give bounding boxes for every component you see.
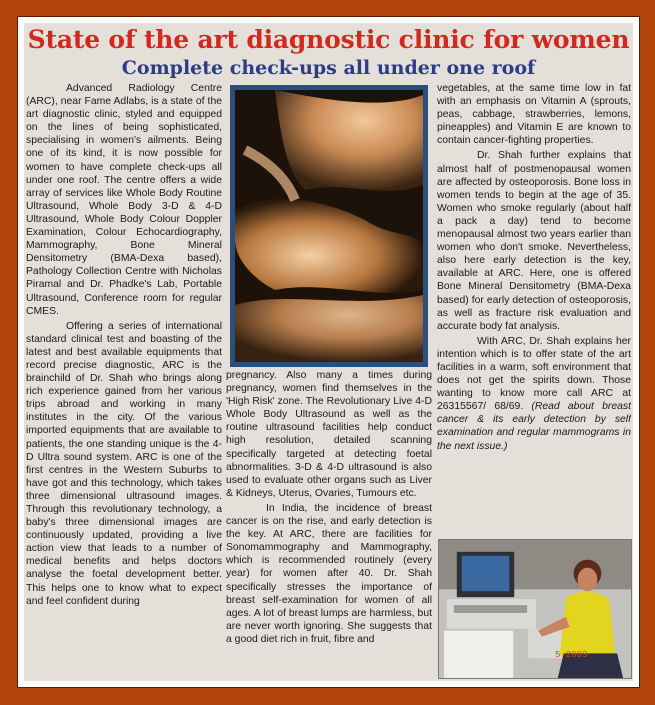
paragraph: In India, the incidence of breast cancer is on the rise, and early detection is the key. At ARC, there are facilities for Sonomammography and Mammography, which is recommended routinely (every year) for women after 40. Dr. Shah specifically stresses the importance of breast self-examination for women of all ages. A lot of breast lumps are harmless, but are never worth ignoring. She suggests that a good diet rich in fruit, fibre and <box>226 502 432 645</box>
paragraph <box>437 335 631 453</box>
clinic-photo <box>438 539 632 679</box>
paragraph-text: With ARC, Dr. Shah explains her intention which is to offer state of the art facilities in a warm, soft environment that does not get the spirits down. Those wanting to know more call ARC at 26315567/ 68/69. <box>437 335 631 413</box>
page-frame <box>17 16 640 688</box>
article-column-1 <box>26 82 222 679</box>
paragraph: Offering a series of international standard clinical test and boasting of the latest and best available equipments that record precise diagnostic, ARC is the brainchild of Dr. Shah who brings along rich experience gained from her various trips abroad and working in many institutes in the city. Of the various imported equipments that are available to patients, the one standing unique is the 4-D Ultra sound system. ARC is one of the first centres in the Western Suburbs to have got and this technology, which takes three dimensional ultrasound images. Through this revolutionary technology, a baby's three dimensional images are continuously updated, providing a live action view that leads to a number of medical benefits and helps doctors analyse the foetal development better. This helps one to know what to expect and feel confident during <box>26 320 222 607</box>
paragraph: pregnancy. Also many a times during pregnancy, women find themselves in the 'High Risk' zone. The Revolutionary Live 4-D Whole Body Ultrasound as well as the routine ultrasound facilities help conduct high resolution, detailed scanning specifically targeted at detecting foetal abnormalities. 3-D & 4-D ultrasound is also used to evaluate other organs such as Liver & Kidneys, Uterus, Ovaries, Tumours etc. <box>226 370 432 499</box>
headline: State of the art diagnostic clinic for women <box>27 25 630 54</box>
ultrasound-photo <box>230 85 428 367</box>
date-stamp: 5 2003 <box>555 650 588 660</box>
article-column-3 <box>437 82 631 537</box>
newspaper-clipping <box>24 23 633 681</box>
article-column-2 <box>226 369 432 679</box>
italic-note: (Read about breast cancer & its early detection by self examination and regular mammograms in the next issue.) <box>437 401 631 452</box>
subheadline: Complete check-ups all under one roof <box>121 57 536 79</box>
paragraph: Dr. Shah further explains that almost half of postmenopausal women are affected by osteoporosis. Bone loss in women tends to begin at the age of 35. Women who smoke regularly (about half a pack a day) tend to become menopausal almost two years earlier than women who don't smoke. Nevertheless, also here early detection is the key, available at ARC. Here, one is offered Bone Mineral Densitometry (BMA-Dexa based) for early detection of osteoporosis, as well as fracture risk evaluation and accurate body fat analysis. <box>437 150 631 332</box>
paragraph: Advanced Radiology Centre (ARC), near Fame Adlabs, is a state of the art diagnostic clinic, styled and equipped on the lines of being sophisticated, specialising in women's ailments. Being one of its kind, it is now possible for women to have complete check-ups all under one roof. The centre offers a wide array of services like Whole Body Routine Ultrasound, Whole Body 3-D & 4-D Ultrasound, Whole Body Colour Doppler Examination, Colour Echocardiography, Mammography, Bone Mineral Densitometry (BMA-Dexa based), Pathology Collection Centre with Nicholas Piramal and Dr. Phadke's Lab, Portable Ultrasound, Conference room for regular CMES. <box>26 83 222 317</box>
doctor-with-ultrasound-machine-image <box>439 540 631 678</box>
ultrasound-image <box>235 90 423 362</box>
paragraph: vegetables, at the same time low in fat with an emphasis on Vitamin A (sprouts, peas, cabbage, strawberries, lemons, pineapples) and Vitamin E are known to contain cancer-fighting properties. <box>437 83 631 147</box>
